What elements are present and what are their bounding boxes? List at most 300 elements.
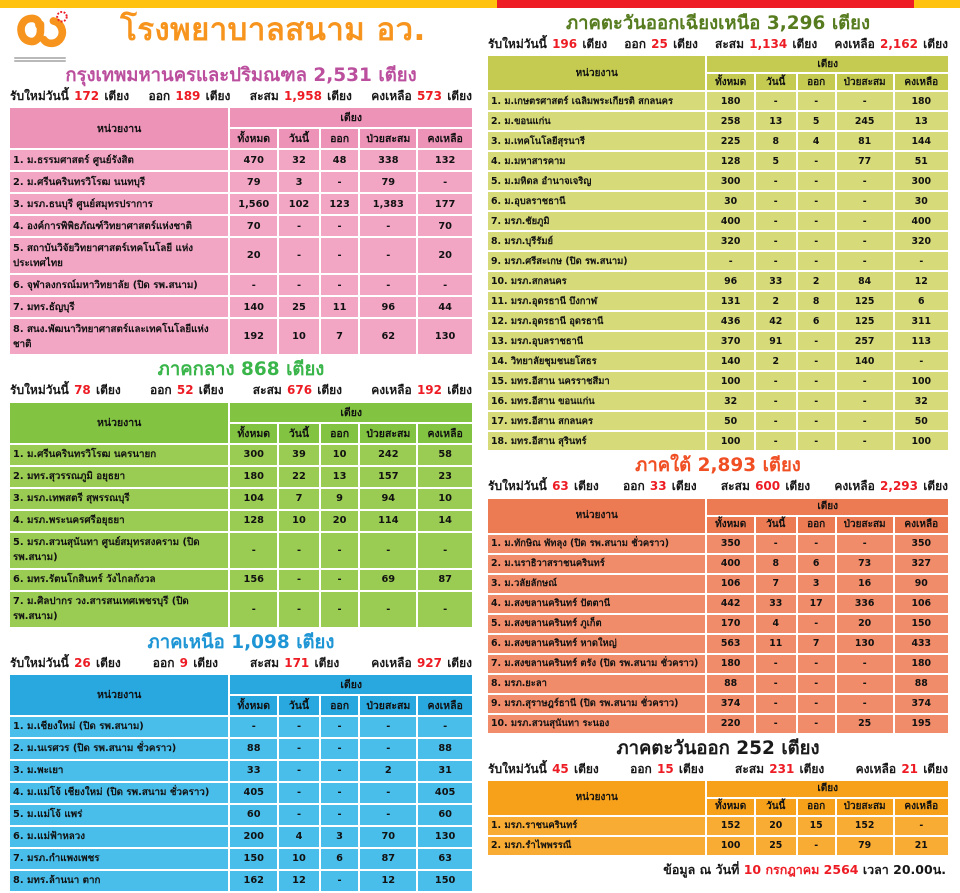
table-row: [487, 231, 949, 251]
value-cell: 7: [797, 634, 836, 654]
table-head: [487, 498, 949, 534]
value-cell: -: [359, 738, 417, 760]
table-row: [9, 760, 473, 782]
value-cell: 20: [320, 510, 359, 532]
unit-cell: 4. ม.สงขลานครินทร์ ปัตตานี: [487, 594, 706, 614]
table-row: [9, 569, 473, 591]
unit-cell: 15. มทร.อีสาน นครราชสีมา: [487, 371, 706, 391]
table-row: [9, 215, 473, 237]
value-cell: 33: [229, 760, 278, 782]
unit-cell: 13. มรภ.อุบลราชธานี: [487, 331, 706, 351]
value-cell: -: [278, 716, 320, 738]
value-cell: 58: [417, 444, 473, 466]
value-cell: 22: [278, 466, 320, 488]
value-cell: 150: [229, 848, 278, 870]
region-title-text: ภาคตะวันออกเฉียงเหนือ: [565, 13, 761, 34]
stat-new-value: 63: [552, 479, 569, 494]
value-cell: 13: [755, 111, 797, 131]
table-row: [9, 870, 473, 892]
col-header-3: ป่วยสะสม: [836, 516, 894, 534]
table-body: [9, 149, 473, 355]
stat-new-label: รับใหม่วันนี้: [10, 89, 69, 104]
unit-cell: 1. มรภ.ราชนครินทร์: [487, 816, 706, 836]
stat-new: [488, 761, 599, 777]
stat-cumulative-value: 171: [284, 655, 310, 670]
value-cell: 63: [417, 848, 473, 870]
col-header-2: ออก: [320, 695, 359, 716]
value-cell: 140: [836, 351, 894, 371]
bed-unit-label: เตียง: [95, 383, 121, 398]
beds-group-header: เตียง: [706, 498, 949, 516]
table-row: [487, 614, 949, 634]
value-cell: -: [894, 351, 949, 371]
unit-cell: 3. ม.เทคโนโลยีสุรนารี: [487, 131, 706, 151]
value-cell: -: [229, 532, 278, 569]
value-cell: 242: [359, 444, 417, 466]
stat-out-label: ออก: [630, 761, 652, 776]
unit-cell: 16. มทร.อีสาน ขอนแก่น: [487, 391, 706, 411]
value-cell: -: [797, 836, 836, 856]
value-cell: 88: [417, 738, 473, 760]
stat-remaining-label: คงเหลือ: [855, 761, 897, 776]
value-cell: 220: [706, 714, 755, 734]
value-cell: 91: [755, 331, 797, 351]
unit-cell: 3. มรภ.ธนบุรี ศูนย์สมุทรปราการ: [9, 193, 229, 215]
value-cell: -: [797, 231, 836, 251]
unit-cell: 9. มรภ.สุราษฎร์ธานี (ปิด รพ.สนาม ชั่วคราว): [487, 694, 706, 714]
col-header-2: ออก: [797, 73, 836, 91]
value-cell: 88: [894, 674, 949, 694]
table-head: [9, 107, 473, 149]
table-row: [9, 738, 473, 760]
unit-cell: 1. ม.ทักษิณ พัทลุง (ปิด รพ.สนาม ชั่วคราว): [487, 534, 706, 554]
value-cell: 44: [417, 296, 473, 318]
table-row: [487, 371, 949, 391]
stat-remaining-value: 21: [901, 761, 919, 776]
value-cell: -: [278, 274, 320, 296]
unit-column-header: หน่วยงาน: [487, 780, 706, 816]
bed-unit-label: เตียง: [447, 89, 472, 104]
unit-cell: 7. ม.ศิลปากร วง.สารสนเทศเพชรบุรี (ปิด รพ.สนาม): [9, 591, 229, 628]
table-row: [487, 391, 949, 411]
bed-unit-label: เตียง: [671, 479, 697, 494]
value-cell: 50: [894, 411, 949, 431]
stat-new: [10, 88, 129, 104]
value-cell: -: [417, 274, 473, 296]
col-header-4: คงเหลือ: [894, 516, 949, 534]
region-table: [8, 401, 474, 629]
value-cell: -: [797, 251, 836, 271]
bed-unit-label: เตียง: [447, 383, 472, 398]
region-stats: [8, 655, 474, 671]
table-row: [487, 131, 949, 151]
value-cell: 20: [229, 237, 278, 274]
unit-cell: 7. มทร.ธัญบุรี: [9, 296, 229, 318]
value-cell: -: [797, 534, 836, 554]
infographic-body: [0, 8, 960, 893]
value-cell: -: [359, 237, 417, 274]
value-cell: 60: [417, 804, 473, 826]
value-cell: 114: [359, 510, 417, 532]
col-header-3: ป่วยสะสม: [359, 695, 417, 716]
value-cell: -: [278, 591, 320, 628]
bed-unit-label: เตียง: [286, 359, 325, 381]
value-cell: 132: [417, 149, 473, 171]
beds-group-header: เตียง: [706, 55, 949, 73]
value-cell: 7: [755, 574, 797, 594]
bed-unit-label: เตียง: [378, 65, 417, 86]
value-cell: -: [755, 534, 797, 554]
bed-unit-label: เตียง: [923, 37, 948, 52]
left-column: [0, 8, 480, 893]
value-cell: 177: [417, 193, 473, 215]
unit-cell: 7. ม.สงขลานครินทร์ ตรัง (ปิด รพ.สนาม ชั่วคราว): [487, 654, 706, 674]
value-cell: 320: [706, 231, 755, 251]
bed-unit-label: เตียง: [573, 479, 599, 494]
value-cell: 7: [320, 318, 359, 355]
value-cell: 130: [417, 826, 473, 848]
stat-new-label: รับใหม่วันนี้: [488, 761, 547, 776]
stat-cumulative: [250, 655, 339, 671]
value-cell: -: [278, 738, 320, 760]
value-cell: 180: [229, 466, 278, 488]
unit-cell: 2. มทร.สุวรรณภูมิ อยุธยา: [9, 466, 229, 488]
col-header-3: ป่วยสะสม: [359, 128, 417, 149]
stat-out: [623, 478, 697, 494]
value-cell: 14: [417, 510, 473, 532]
stat-remaining: [371, 382, 472, 398]
table-row: [487, 91, 949, 111]
value-cell: 405: [229, 782, 278, 804]
value-cell: 336: [836, 594, 894, 614]
value-cell: 1,383: [359, 193, 417, 215]
value-cell: -: [836, 211, 894, 231]
bed-unit-label: เตียง: [198, 383, 224, 398]
value-cell: 470: [229, 149, 278, 171]
value-cell: -: [797, 371, 836, 391]
value-cell: 3: [320, 826, 359, 848]
value-cell: 2: [359, 760, 417, 782]
value-cell: 73: [836, 554, 894, 574]
data-timestamp: [486, 860, 950, 880]
stat-new: [10, 655, 121, 671]
value-cell: -: [320, 870, 359, 892]
logo-caption-line: [14, 60, 66, 62]
header-row-1: [9, 674, 473, 695]
value-cell: 320: [894, 231, 949, 251]
header-row-1: [9, 107, 473, 128]
value-cell: 4: [797, 131, 836, 151]
value-cell: -: [229, 274, 278, 296]
header-row-1: [487, 55, 949, 73]
region-stats: [486, 36, 950, 52]
table-body: [487, 534, 949, 734]
stat-out: [630, 761, 704, 777]
value-cell: 152: [836, 816, 894, 836]
table-row: [487, 251, 949, 271]
value-cell: 42: [755, 311, 797, 331]
value-cell: 370: [706, 331, 755, 351]
unit-cell: 7. มรภ.ชัยภูมิ: [487, 211, 706, 231]
left-sections: [8, 64, 474, 893]
stat-new-value: 78: [74, 383, 91, 398]
value-cell: 180: [706, 654, 755, 674]
region-table: [486, 779, 950, 857]
value-cell: 81: [836, 131, 894, 151]
value-cell: 258: [706, 111, 755, 131]
value-cell: 15: [797, 816, 836, 836]
value-cell: -: [797, 351, 836, 371]
table-head: [9, 674, 473, 716]
beds-group-header: เตียง: [229, 107, 473, 128]
table-row: [9, 274, 473, 296]
masthead: [8, 10, 474, 62]
value-cell: -: [359, 804, 417, 826]
bed-unit-label: เตียง: [792, 37, 818, 52]
stat-cumulative: [715, 36, 817, 52]
value-cell: 374: [706, 694, 755, 714]
value-cell: 10: [417, 488, 473, 510]
value-cell: 70: [359, 826, 417, 848]
value-cell: 32: [894, 391, 949, 411]
value-cell: -: [278, 237, 320, 274]
value-cell: -: [797, 91, 836, 111]
region-section-east: [486, 737, 950, 857]
value-cell: 350: [894, 534, 949, 554]
value-cell: -: [836, 191, 894, 211]
stat-remaining: [371, 655, 472, 671]
value-cell: -: [320, 738, 359, 760]
value-cell: 140: [706, 351, 755, 371]
value-cell: 77: [836, 151, 894, 171]
table-row: [9, 510, 473, 532]
value-cell: -: [278, 804, 320, 826]
header-row-1: [9, 402, 473, 423]
value-cell: 1,560: [229, 193, 278, 215]
value-cell: 48: [320, 149, 359, 171]
stat-new-label: รับใหม่วันนี้: [10, 655, 69, 670]
table-row: [9, 532, 473, 569]
value-cell: 113: [894, 331, 949, 351]
value-cell: 225: [706, 131, 755, 151]
value-cell: -: [836, 171, 894, 191]
col-header-2: ออก: [797, 516, 836, 534]
stat-out-label: ออก: [148, 89, 171, 104]
value-cell: 350: [706, 534, 755, 554]
value-cell: 8: [755, 131, 797, 151]
value-cell: -: [320, 274, 359, 296]
unit-cell: 18. มทร.อีสาน สุรินทร์: [487, 431, 706, 451]
unit-cell: 8. มรภ.ยะลา: [487, 674, 706, 694]
bed-unit-label: เตียง: [296, 631, 335, 653]
value-cell: 32: [278, 149, 320, 171]
stat-new-label: รับใหม่วันนี้: [488, 37, 547, 52]
value-cell: 17: [797, 594, 836, 614]
table-row: [9, 716, 473, 738]
table-row: [487, 271, 949, 291]
value-cell: -: [359, 591, 417, 628]
stat-out-label: ออก: [623, 479, 645, 494]
value-cell: -: [755, 714, 797, 734]
value-cell: -: [359, 215, 417, 237]
unit-cell: 6. ม.สงขลานครินทร์ หาดใหญ่: [487, 634, 706, 654]
value-cell: 400: [706, 211, 755, 231]
strip-yellow-right: [914, 0, 960, 8]
table-row: [9, 444, 473, 466]
table-row: [487, 594, 949, 614]
unit-cell: 6. ม.แม่ฟ้าหลวง: [9, 826, 229, 848]
region-title-text: ภาคกลาง: [157, 359, 235, 381]
table-row: [487, 151, 949, 171]
footer-prefix: ข้อมูล ณ วันที่: [663, 861, 740, 877]
top-accent-strip: [0, 0, 960, 8]
stat-new-value: 196: [552, 37, 578, 52]
bed-unit-label: เตียง: [314, 655, 340, 670]
unit-cell: 2. ม.นเรศวร (ปิด รพ.สนาม ชั่วคราว): [9, 738, 229, 760]
stat-out-value: 189: [175, 89, 201, 104]
value-cell: -: [755, 674, 797, 694]
value-cell: 6: [320, 848, 359, 870]
value-cell: -: [229, 716, 278, 738]
table-row: [9, 826, 473, 848]
value-cell: 13: [320, 466, 359, 488]
stat-remaining-label: คงเหลือ: [834, 37, 875, 52]
value-cell: 62: [359, 318, 417, 355]
col-header-1: วันนี้: [278, 695, 320, 716]
stat-remaining-label: คงเหลือ: [834, 479, 875, 494]
region-title: [486, 12, 950, 35]
value-cell: 3: [797, 574, 836, 594]
stat-cumulative-label: สะสม: [720, 479, 750, 494]
value-cell: 436: [706, 311, 755, 331]
unit-cell: 3. ม.วลัยลักษณ์: [487, 574, 706, 594]
table-head: [9, 402, 473, 444]
value-cell: -: [755, 654, 797, 674]
value-cell: 20: [836, 614, 894, 634]
region-table: [8, 106, 474, 356]
bed-unit-label: เตียง: [799, 761, 825, 776]
col-header-3: ป่วยสะสม: [836, 73, 894, 91]
stat-cumulative-value: 231: [769, 761, 795, 776]
value-cell: 5: [797, 111, 836, 131]
region-total-beds: 2,893: [697, 455, 757, 477]
stat-remaining-label: คงเหลือ: [371, 383, 412, 398]
value-cell: 150: [894, 614, 949, 634]
value-cell: 130: [836, 634, 894, 654]
col-header-1: วันนี้: [755, 798, 797, 816]
unit-column-header: หน่วยงาน: [487, 498, 706, 534]
region-section-central: [8, 358, 474, 628]
value-cell: -: [836, 371, 894, 391]
unit-cell: 4. องค์การพิพิธภัณฑ์วิทยาศาสตร์แห่งชาติ: [9, 215, 229, 237]
table-row: [9, 318, 473, 355]
value-cell: 79: [359, 171, 417, 193]
mhesi-logo: [8, 10, 72, 62]
bed-unit-label: เตียง: [447, 655, 472, 670]
table-row: [9, 296, 473, 318]
stat-remaining: [834, 478, 948, 494]
stat-remaining: [856, 761, 948, 777]
table-row: [9, 149, 473, 171]
unit-cell: 2. มรภ.รำไพพรรณี: [487, 836, 706, 856]
value-cell: -: [797, 431, 836, 451]
value-cell: -: [894, 816, 949, 836]
bed-unit-label: เตียง: [205, 89, 231, 104]
value-cell: 400: [894, 211, 949, 231]
value-cell: -: [836, 411, 894, 431]
value-cell: 8: [755, 554, 797, 574]
value-cell: -: [229, 591, 278, 628]
value-cell: 25: [278, 296, 320, 318]
value-cell: 2: [755, 291, 797, 311]
table-row: [487, 554, 949, 574]
col-header-1: วันนี้: [755, 516, 797, 534]
value-cell: -: [836, 654, 894, 674]
col-header-2: ออก: [797, 798, 836, 816]
value-cell: 6: [894, 291, 949, 311]
unit-cell: 1. ม.เชียงใหม่ (ปิด รพ.สนาม): [9, 716, 229, 738]
unit-cell: 10. มรภ.สกลนคร: [487, 271, 706, 291]
bed-unit-label: เตียง: [781, 737, 820, 759]
stat-remaining: [371, 88, 472, 104]
value-cell: -: [320, 171, 359, 193]
value-cell: 257: [836, 331, 894, 351]
value-cell: -: [417, 171, 473, 193]
value-cell: 60: [229, 804, 278, 826]
value-cell: 4: [755, 614, 797, 634]
logo-caption-line: [14, 57, 66, 59]
value-cell: 51: [894, 151, 949, 171]
value-cell: 106: [706, 574, 755, 594]
value-cell: 12: [359, 870, 417, 892]
unit-cell: 5. ม.สงขลานครินทร์ ภูเก็ต: [487, 614, 706, 634]
region-title: [8, 631, 474, 654]
bed-unit-label: เตียง: [573, 761, 599, 776]
value-cell: 128: [229, 510, 278, 532]
unit-cell: 1. ม.ศรีนครินทรวิโรฒ นครนายก: [9, 444, 229, 466]
mhesi-logo-icon: [11, 10, 69, 52]
table-row: [487, 694, 949, 714]
region-section-south: [486, 454, 950, 734]
value-cell: 374: [894, 694, 949, 714]
value-cell: -: [359, 532, 417, 569]
value-cell: 338: [359, 149, 417, 171]
unit-cell: 4. ม.แม่โจ้ เชียงใหม่ (ปิด รพ.สนาม ชั่วคราว): [9, 782, 229, 804]
value-cell: -: [320, 782, 359, 804]
bed-unit-label: เตียง: [678, 761, 704, 776]
stat-out-label: ออก: [152, 655, 175, 670]
value-cell: 156: [229, 569, 278, 591]
stat-cumulative: [735, 761, 824, 777]
stat-remaining-label: คงเหลือ: [371, 89, 412, 104]
col-header-0: ทั้งหมด: [706, 516, 755, 534]
value-cell: -: [755, 171, 797, 191]
stat-remaining-value: 927: [416, 655, 442, 670]
value-cell: 32: [706, 391, 755, 411]
value-cell: -: [836, 231, 894, 251]
region-section-northeast: [486, 12, 950, 452]
stat-out: [624, 36, 698, 52]
value-cell: 70: [417, 215, 473, 237]
value-cell: 100: [894, 371, 949, 391]
table-row: [487, 714, 949, 734]
bed-unit-label: เตียง: [923, 479, 948, 494]
value-cell: -: [836, 391, 894, 411]
unit-cell: 6. ม.อุบลราชธานี: [487, 191, 706, 211]
value-cell: -: [797, 331, 836, 351]
value-cell: 400: [706, 554, 755, 574]
value-cell: 128: [706, 151, 755, 171]
